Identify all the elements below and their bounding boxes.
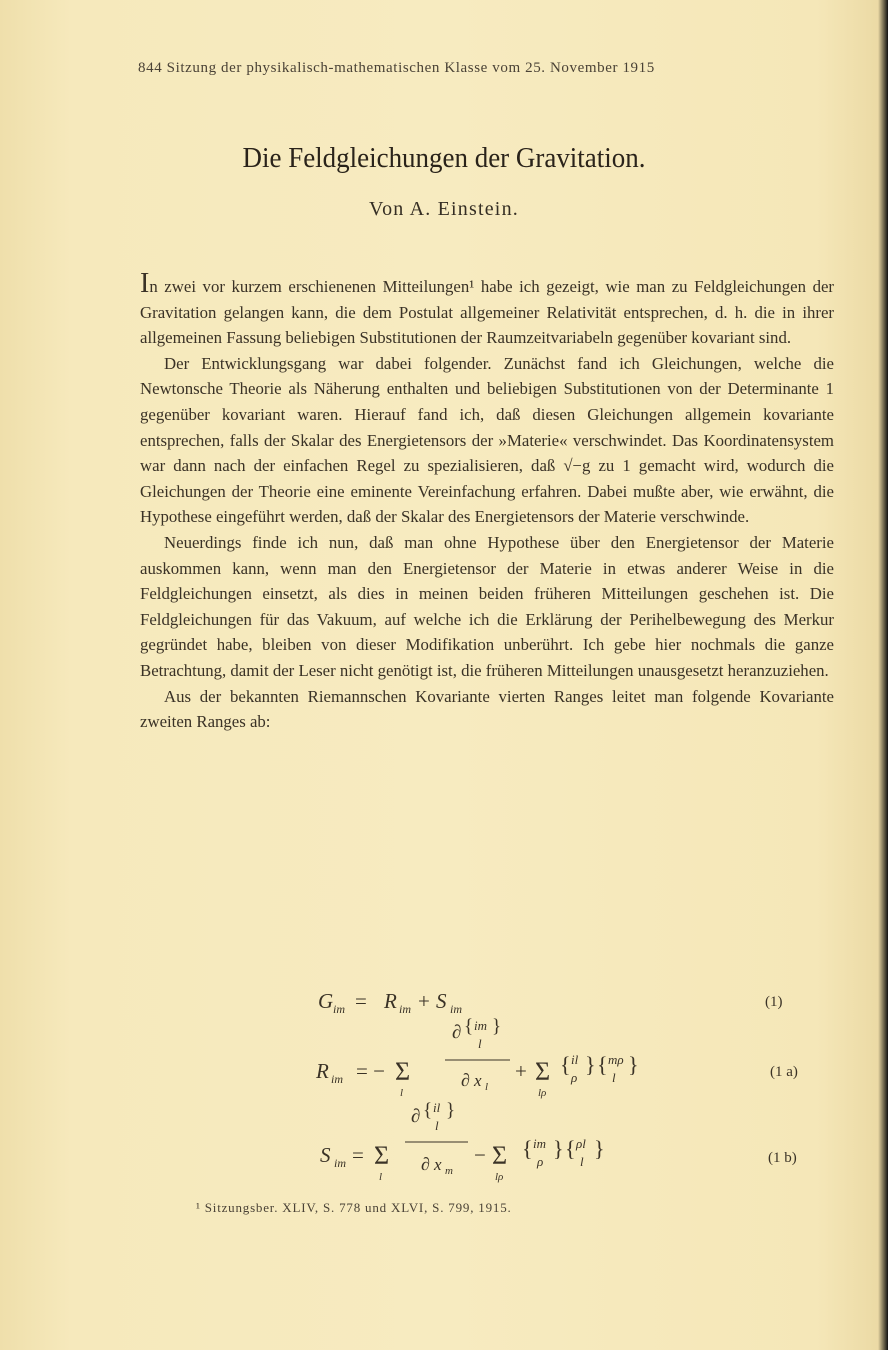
svg-text:{: { xyxy=(464,1016,474,1037)
svg-text:{: { xyxy=(522,1136,533,1161)
equation-1b xyxy=(320,1100,605,1183)
equation-1a-number: (1 a) xyxy=(770,1064,798,1080)
svg-text:∂: ∂ xyxy=(452,1022,462,1043)
svg-text:+: + xyxy=(418,989,430,1013)
svg-text:R: R xyxy=(384,989,397,1013)
svg-text:{: { xyxy=(423,1100,433,1121)
svg-text:l: l xyxy=(612,1070,616,1085)
svg-text:G: G xyxy=(318,989,334,1013)
svg-text:m: m xyxy=(445,1165,453,1177)
svg-text:l: l xyxy=(478,1036,482,1051)
svg-text:}: } xyxy=(553,1136,564,1161)
svg-text:Σ: Σ xyxy=(374,1141,390,1170)
equation-1b-number: (1 b) xyxy=(768,1150,797,1166)
svg-text:}: } xyxy=(492,1016,502,1037)
svg-text:ρl: ρl xyxy=(576,1136,586,1151)
svg-text:∂: ∂ xyxy=(461,1070,470,1090)
svg-text:{: { xyxy=(565,1136,576,1161)
svg-text:ρ: ρ xyxy=(537,1154,544,1169)
drop-cap: I xyxy=(140,268,150,299)
svg-text:R: R xyxy=(316,1059,329,1083)
svg-text:x: x xyxy=(434,1155,442,1174)
svg-text:Σ: Σ xyxy=(535,1057,551,1086)
svg-text:∂: ∂ xyxy=(421,1154,430,1174)
svg-text:Σ: Σ xyxy=(395,1057,411,1086)
svg-text:+: + xyxy=(515,1059,527,1083)
svg-text:∂: ∂ xyxy=(411,1106,421,1127)
equation-1 xyxy=(318,989,462,1016)
svg-text:il: il xyxy=(433,1100,441,1115)
svg-text:= −: = − xyxy=(356,1059,385,1083)
svg-text:S: S xyxy=(436,989,447,1013)
svg-text:im: im xyxy=(450,1002,462,1016)
svg-text:Σ: Σ xyxy=(492,1141,508,1170)
svg-text:im: im xyxy=(399,1002,411,1016)
svg-text:ρ: ρ xyxy=(571,1070,578,1085)
svg-text:x: x xyxy=(474,1071,482,1090)
svg-text:}: } xyxy=(585,1052,596,1077)
svg-text:lρ: lρ xyxy=(538,1087,547,1099)
paragraph-1-text: n zwei vor kurzem erschienenen Mitteilungen¹ habe ich gezeigt, wie man zu Feldgleichungen der Gravitation gelangen kann, die dem Postulat allgemeiner Relativität entsprechen, d. h. die in ihrer allgemeinen Fassung beliebigen Substitutionen der Raumzeitvariabeln gegenüber kovariant sind. xyxy=(140,277,834,348)
paragraph-4: Aus der bekannten Riemannschen Kovariante vierten Ranges leitet man folgende Kovariante zweiten Ranges ab: xyxy=(140,686,834,732)
svg-text:=: = xyxy=(355,989,367,1013)
svg-text:{: { xyxy=(560,1052,571,1077)
svg-text:il: il xyxy=(571,1052,579,1067)
paragraph-2: Der Entwicklungsgang war dabei folgender. Zunächst fand ich Gleichungen, welche die Newtonsche Theorie als Näherung enthalten und beliebigen Substitutionen von der Determinante 1 gegenüber kovariant waren. Hierauf fand ich, daß diesen Gleichungen allgemein kovariante entsprechen, falls der Skalar des Energietensors der »Materie« verschwindet. Das Koordinatensystem war dann nach der einfachen Regel zu spezialisieren, daß √−g zu 1 gemacht wird, wodurch die Gleichungen der Theorie eine eminente Vereinfachung erfahren. Dabei mußte aber, wie erwähnt, die Hypothese eingeführt werden, daß der Skalar des Energietensors der Materie verschwinde. xyxy=(140,353,834,527)
svg-text:}: } xyxy=(594,1136,605,1161)
article-author: Von A. Einstein. xyxy=(369,198,519,220)
paragraph-3: Neuerdings finde ich nun, daß man ohne Hypothese über den Energietensor der Materie auskommen kann, wenn man den Energietensor der Materie in etwas anderer Weise in die Feldgleichungen einsetzt, als dies in meinen beiden früheren Mitteilungen geschehen ist. Die Feldgleichungen für das Vakuum, auf welche ich die Erklärung der Perihelbewegung des Merkur gegründet habe, bleiben von dieser Modifikation unberührt. Ich gebe hier nochmals die ganze Betrachtung, damit der Leser nicht genötigt ist, die früheren Mitteilungen unausgesetzt heranzuziehen. xyxy=(140,532,834,680)
svg-text:im: im xyxy=(333,1002,345,1016)
svg-text:im: im xyxy=(474,1018,487,1033)
article-title: Die Feldgleichungen der Gravitation. xyxy=(242,142,646,174)
running-head: 844 Sitzung der physikalisch-mathematischen Klasse vom 25. November 1915 xyxy=(138,60,655,76)
svg-text:l: l xyxy=(580,1154,584,1169)
svg-text:l: l xyxy=(400,1087,404,1099)
svg-text:}: } xyxy=(628,1052,639,1077)
svg-text:im: im xyxy=(331,1072,343,1086)
equation-1-number: (1) xyxy=(765,994,783,1010)
svg-text:{: { xyxy=(597,1052,608,1077)
svg-text:im: im xyxy=(334,1156,346,1170)
svg-text:lρ: lρ xyxy=(495,1171,504,1183)
svg-text:im: im xyxy=(533,1136,546,1151)
svg-text:l: l xyxy=(435,1118,439,1133)
equation-1a xyxy=(315,1016,639,1099)
svg-text:l: l xyxy=(485,1081,489,1093)
svg-text:S: S xyxy=(320,1143,331,1167)
svg-text:mρ: mρ xyxy=(608,1052,624,1067)
svg-text:}: } xyxy=(446,1100,456,1121)
svg-text:l: l xyxy=(379,1171,383,1183)
svg-text:−: − xyxy=(474,1143,486,1167)
footnote: ¹ Sitzungsber. XLIV, S. 778 und XLVI, S. 799, 1915. xyxy=(196,1200,512,1215)
svg-text:=: = xyxy=(352,1143,364,1167)
